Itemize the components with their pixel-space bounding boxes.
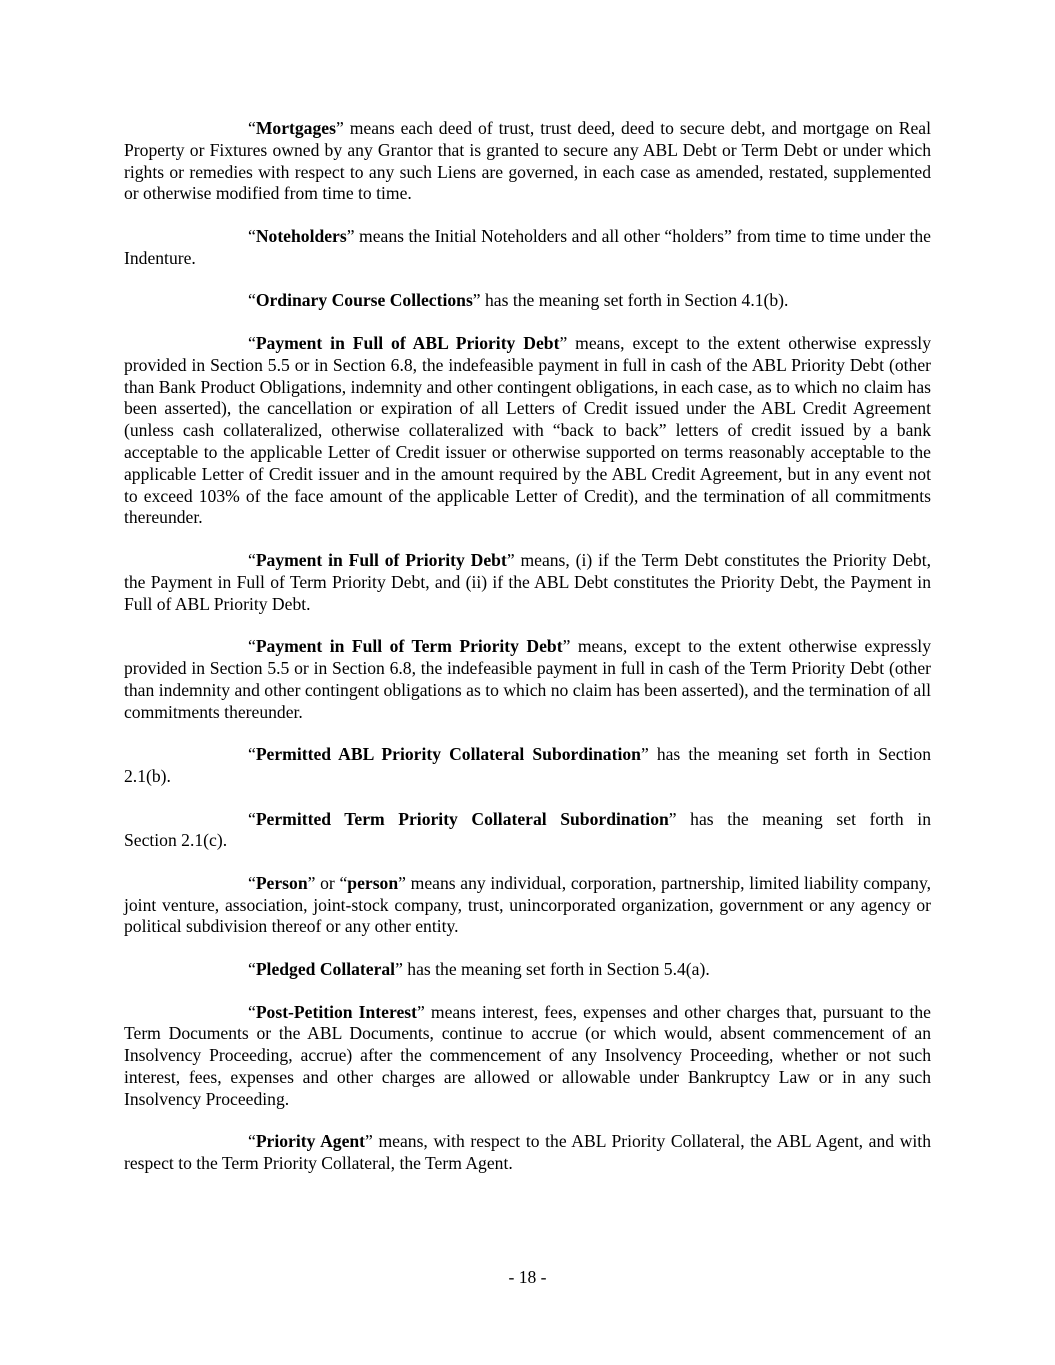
definition-text: means each deed of trust, trust deed, deed to secure debt, and mortgage on Real Property or Fixtures owned by any Grantor that is granted to secure any ABL Debt or Term Debt or under which rights or remedies with respect to any such Liens are governed, in each case as amended, restated, supplemented or otherwise modified from time to time. (124, 118, 931, 204)
definition-payment-in-full-priority-debt: “Payment in Full of Priority Debt” means, (i) if the Term Debt constitutes the Priority Debt, the Payment in Full of Term Priority Debt, and (ii) if the ABL Debt constitutes the Priority Debt, the Payment in Full of ABL Priority Debt. (124, 549, 931, 614)
definition-payment-in-full-abl-priority-debt: “Payment in Full of ABL Priority Debt” means, except to the extent otherwise expressly provided in Section 5.5 or in Section 6.8, the indefeasible payment in full in cash of the ABL Priority Debt (other than Bank Product Obligations, indemnity and other contingent obligations, in each case, as to which no claim has been asserted), the cancellation or expiration of all Letters of Credit issued under the ABL Credit Agreement (unless cash collateralized, otherwise collateralized with “back to back” letters of credit issued by a bank acceptable to the applicable Letter of Credit issuer or otherwise supported on terms reasonably acceptable to the applicable Letter of Credit issuer and in the amount required by the ABL Credit Agreement, but in any event not to exceed 103% of the face amount of the applicable Letter of Credit), and the termination of all commitments thereunder. (124, 332, 931, 528)
defined-term: Noteholders (255, 225, 347, 246)
definition-text: means, except to the extent otherwise expressly provided in Section 5.5 or in Section 6.8, the indefeasible payment in full in cash of the Term Priority Debt (other than indemnity and other contingent obligations as to which no claim has been asserted), and the termination of all commitments thereunder. (124, 636, 931, 722)
definition-noteholders: “Noteholders” means the Initial Noteholders and all other “holders” from time to time under the Indenture. (124, 225, 931, 268)
definition-text: has the meaning set forth in Section (648, 744, 931, 765)
page-number: - 18 - (508, 1267, 547, 1287)
definition-permitted-term-priority-collateral-subordination: “Permitted Term Priority Collateral Subordination” has the meaning set forth in Section 2.1(c). (124, 808, 931, 851)
definition-ordinary-course-collections: “Ordinary Course Collections” has the meaning set forth in Section 4.1(b). (248, 290, 789, 311)
definition-connector: or “ (315, 872, 348, 893)
definition-payment-in-full-term-priority-debt: “Payment in Full of Term Priority Debt” means, except to the extent otherwise expressly provided in Section 5.5 or in Section 6.8, the indefeasible payment in full in cash of the Term Priority Debt (other than indemnity and other contingent obligations as to which no claim has been asserted), and the termination of all commitments thereunder. (124, 636, 931, 722)
definition-text: has the meaning set forth in Section 5.4(a). (402, 959, 710, 980)
definition-priority-agent: “Priority Agent” means, with respect to the ABL Priority Collateral, the ABL Agent, and with respect to the Term Priority Collateral, the Term Agent. (124, 1131, 931, 1174)
defined-term: Ordinary Course Collections (255, 290, 473, 311)
defined-term: Permitted ABL Priority Collateral Subordination (255, 744, 641, 765)
definition-text: has the meaning set forth in (676, 808, 931, 829)
definition-permitted-abl-priority-collateral-subordination: “Permitted ABL Priority Collateral Subordination” has the meaning set forth in Section 2.1(b). (124, 744, 931, 786)
definition-post-petition-interest: “Post-Petition Interest” means interest, fees, expenses and other charges that, pursuant to the Term Documents or the ABL Documents, continue to accrue (or which would, absent commencement of an Insolvency Proceeding, accrue) after the commencement of any Insolvency Proceeding, whether or not such interest, fees, expenses and other charges are allowed or allowable under Bankruptcy Law or in any such Insolvency Proceeding. (124, 1001, 931, 1109)
definition-person: “Person” or “person” means any individual, corporation, partnership, limited liability company, joint venture, association, joint-stock company, trust, unincorporated organization, government or any agency or political subdivision thereof or any other entity. (124, 872, 932, 937)
definition-text: has the meaning set forth in Section 4.1(b). (480, 290, 789, 311)
defined-term: Priority Agent (255, 1131, 366, 1152)
definition-pledged-collateral: “Pledged Collateral” has the meaning set forth in Section 5.4(a). (248, 959, 710, 980)
definition-text-tail: 2.1(b). (124, 765, 171, 786)
document-page (124, 118, 931, 1196)
definition-text: means, except to the extent otherwise expressly provided in Section 5.5 or in Section 6.8, the indefeasible payment in full in cash of the ABL Priority Debt (other than Bank Product Obligations, indemnity and other contingent obligations, in each case, as to which no claim has been asserted), the cancellation or expiration of all Letters of Credit issued under the ABL Credit Agreement (unless cash collateralized, otherwise collateralized with “back to back” letters of credit issued by a bank acceptable to the applicable Letter of Credit issuer or otherwise supported on terms reasonably acceptable to the applicable Letter of Credit issuer and in the amount required by the ABL Credit Agreement, but in any event not to exceed 103% of the face amount of the applicable Letter of Credit), and the termination of all commitments thereunder. (124, 332, 931, 528)
defined-term: Person (255, 872, 308, 893)
definition-mortgages: “Mortgages” means each deed of trust, trust deed, deed to secure debt, and mortgage on Real Property or Fixtures owned by any Grantor that is granted to secure any ABL Debt or Term Debt or under which rights or remedies with respect to any such Liens are governed, in each case as amended, restated, supplemented or otherwise modified from time to time. (124, 118, 931, 204)
definition-text: means any individual, corporation, partnership, limited liability company, joint venture, association, joint-stock company, trust, unincorporated organization, government or any agency or political subdivision thereof or any other entity. (124, 872, 932, 937)
definition-text: means interest, fees, expenses and other charges that, pursuant to the Term Documents or the ABL Documents, continue to accrue (or which would, absent commencement of an Insolvency Proceeding, accrue) after the commencement of any Insolvency Proceeding, whether or not such interest, fees, expenses and other charges are allowed or allowable under Bankruptcy Law or in any such Insolvency Proceeding. (124, 1001, 931, 1109)
defined-term: Pledged Collateral (255, 959, 396, 980)
definition-text: means, with respect to the ABL Priority Collateral, the ABL Agent, and with respect to the Term Priority Collateral, the Term Agent. (124, 1131, 931, 1174)
defined-term: Payment in Full of Term Priority Debt (255, 636, 563, 657)
defined-term: Payment in Full of ABL Priority Debt (255, 332, 560, 353)
definition-text: means, (i) if the Term Debt constitutes the Priority Debt, the Payment in Full of Term Priority Debt, and (ii) if the ABL Debt constitutes the Priority Debt, the Payment in Full of ABL Priority Debt. (124, 549, 931, 614)
defined-term-alternate: person (347, 872, 399, 893)
defined-term: Mortgages (255, 118, 336, 138)
defined-term: Permitted Term Priority Collateral Subordination (255, 808, 669, 829)
definition-text-tail: Section 2.1(c). (124, 830, 228, 851)
defined-term: Post-Petition Interest (255, 1001, 417, 1022)
definition-text: means the Initial Noteholders and all other “holders” from time to time under the Indenture. (124, 225, 931, 268)
defined-term: Payment in Full of Priority Debt (255, 549, 507, 570)
